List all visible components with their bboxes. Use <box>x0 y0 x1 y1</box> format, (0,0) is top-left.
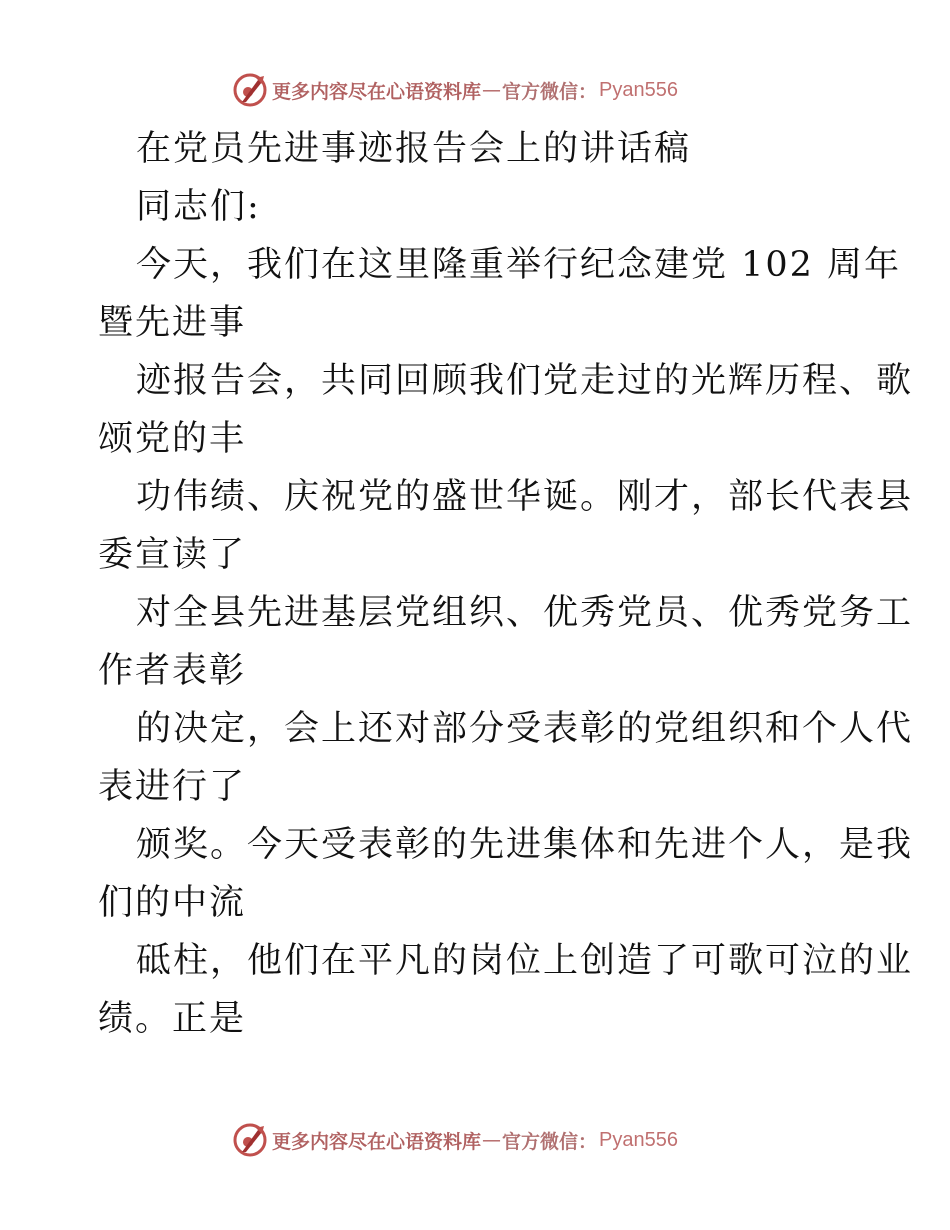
banner-separator: — <box>482 1129 502 1151</box>
paragraph-line: 功伟绩、庆祝党的盛世华诞。刚才，部长代表县 <box>136 477 914 517</box>
banner-text: 更多内容尽在心语资料库 <box>272 80 482 103</box>
paragraph-line: 对全县先进基层党组织、优秀党员、优秀党务工 <box>136 593 914 633</box>
paragraph-line: 的决定，会上还对部分受表彰的党组织和个人代 <box>136 709 914 749</box>
paragraph-line: 作者表彰 <box>98 651 247 691</box>
quill-logo-icon <box>232 1122 268 1158</box>
paragraph-line: 暨先进事 <box>98 303 247 343</box>
banner-wechat-id: Pyan556 <box>599 1128 678 1151</box>
banner-wechat-id: Pyan556 <box>599 78 678 101</box>
banner-text: 更多内容尽在心语资料库 <box>272 1130 482 1153</box>
document-title: 在党员先进事迹报告会上的讲话稿 <box>136 129 692 169</box>
document-body <box>98 120 914 1048</box>
paragraph-line: 委宣读了 <box>98 535 247 575</box>
footer-banner[interactable] <box>232 1120 752 1160</box>
banner-separator: — <box>482 79 502 101</box>
salutation: 同志们: <box>136 187 261 227</box>
paragraph-line: 今天，我们在这里隆重举行纪念建党 102 周年 <box>136 245 902 285</box>
paragraph-line: 迹报告会，共同回顾我们党走过的光辉历程、歌 <box>136 361 914 401</box>
paragraph-line: 颁奖。今天受表彰的先进集体和先进个人，是我 <box>136 825 914 865</box>
paragraph-line: 颂党的丰 <box>98 419 247 459</box>
paragraph-line: 砥柱，他们在平凡的岗位上创造了可歌可泣的业 <box>136 941 914 981</box>
quill-logo-icon <box>232 72 268 108</box>
paragraph-line: 表进行了 <box>98 767 247 807</box>
banner-wechat-label: 官方微信： <box>502 80 598 103</box>
header-banner[interactable] <box>232 70 752 110</box>
banner-wechat-label: 官方微信： <box>502 1130 598 1153</box>
paragraph-line: 绩。正是 <box>98 999 247 1039</box>
paragraph-line: 们的中流 <box>98 883 247 923</box>
